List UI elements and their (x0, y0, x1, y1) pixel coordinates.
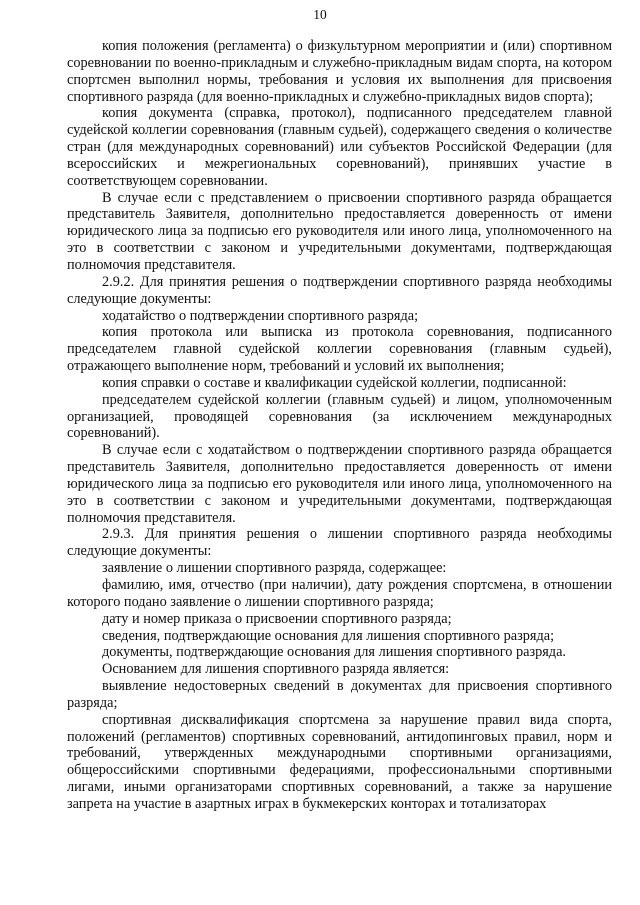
paragraph: выявление недостоверных сведений в документах для присвоения спортивного разряда; (67, 678, 612, 711)
paragraph: 2.9.3. Для принятия решения о лишении спортивного разряда необходимы следующие документы: (67, 526, 612, 560)
paragraph: Основанием для лишения спортивного разряда является: (102, 661, 450, 678)
paragraph: фамилию, имя, отчество (при наличии), дату рождения спортсмена, в отношении которого подано заявление о лишении спортивного разряда; (67, 577, 612, 610)
paragraph: сведения, подтверждающие основания для лишения спортивного разряда; (102, 627, 555, 644)
paragraph: ходатайство о подтверждении спортивного разряда; (102, 307, 419, 324)
paragraph: В случае если с представлением о присвоении спортивного разряда обращается представитель Заявителя, дополнительно предоставляется доверенность от имени юридического лица за подписью его руководителя или иного лица, уполномоченного на это в соответствии с законом и учредительными документами, подтверждающая полномочия представителя. (67, 189, 612, 273)
page-number: 10 (313, 7, 327, 22)
paragraph: спортивная дисквалификация спортсмена за нарушение правил вида спорта, положений (регламентов) спортивных соревнований, антидопинговых правил, норм и требований, утвержденных международными спортивными организациями, общероссийскими спортивными федерациями, профессиональными спортивными лигами, иными организаторами спортивных соревнований, а также за нарушение запрета на участие в азартных играх в букмекерских конторах и тотализаторах (67, 711, 612, 812)
document-body (67, 38, 612, 813)
paragraph: копия справки о составе и квалификации судейской коллегии, подписанной: (102, 374, 567, 391)
paragraph: председателем судейской коллегии (главным судьей) и лицом, уполномоченным организацией, проводящей соревнования (за исключением международных соревнований). (67, 391, 612, 442)
paragraph: В случае если с ходатайством о подтверждении спортивного разряда обращается представитель Заявителя, дополнительно предоставляется доверенность от имени юридического лица за подписью его руководителя или иного лица, уполномоченного на это в соответствии с законом и учредительными документами, подтверждающая полномочия представителя. (67, 442, 612, 526)
paragraph: копия протокола или выписка из протокола соревнования, подписанного председателем главной судейской коллегии соревнования (главным судьей), отражающего выполнение норм, требований и условий их выполнения; (67, 324, 612, 375)
paragraph: заявление о лишении спортивного разряда, содержащее: (102, 560, 447, 577)
paragraph: документы, подтверждающие основания для лишения спортивного разряда. (102, 644, 567, 661)
paragraph: копия документа (справка, протокол), подписанного председателем главной судейской коллегии соревнования (главным судьей), содержащего сведения о количестве стран (для международных соревнований) или субъектов Российской Федерации (для всероссийских и межрегиональных соревнований), принявших участие в соответствующем соревновании. (67, 105, 612, 189)
paragraph: дату и номер приказа о присвоении спортивного разряда; (102, 610, 452, 627)
paragraph: копия положения (регламента) о физкультурном мероприятии и (или) спортивном соревновании по военно-прикладным и служебно-прикладным видам спорта, на котором спортсмен выполнил нормы, требования и условия их выполнения для присвоения спортивного разряда (для военно-прикладных и служебно-прикладных видов спорта); (67, 38, 612, 105)
paragraph: 2.9.2. Для принятия решения о подтверждении спортивного разряда необходимы следующие документы: (67, 273, 612, 307)
